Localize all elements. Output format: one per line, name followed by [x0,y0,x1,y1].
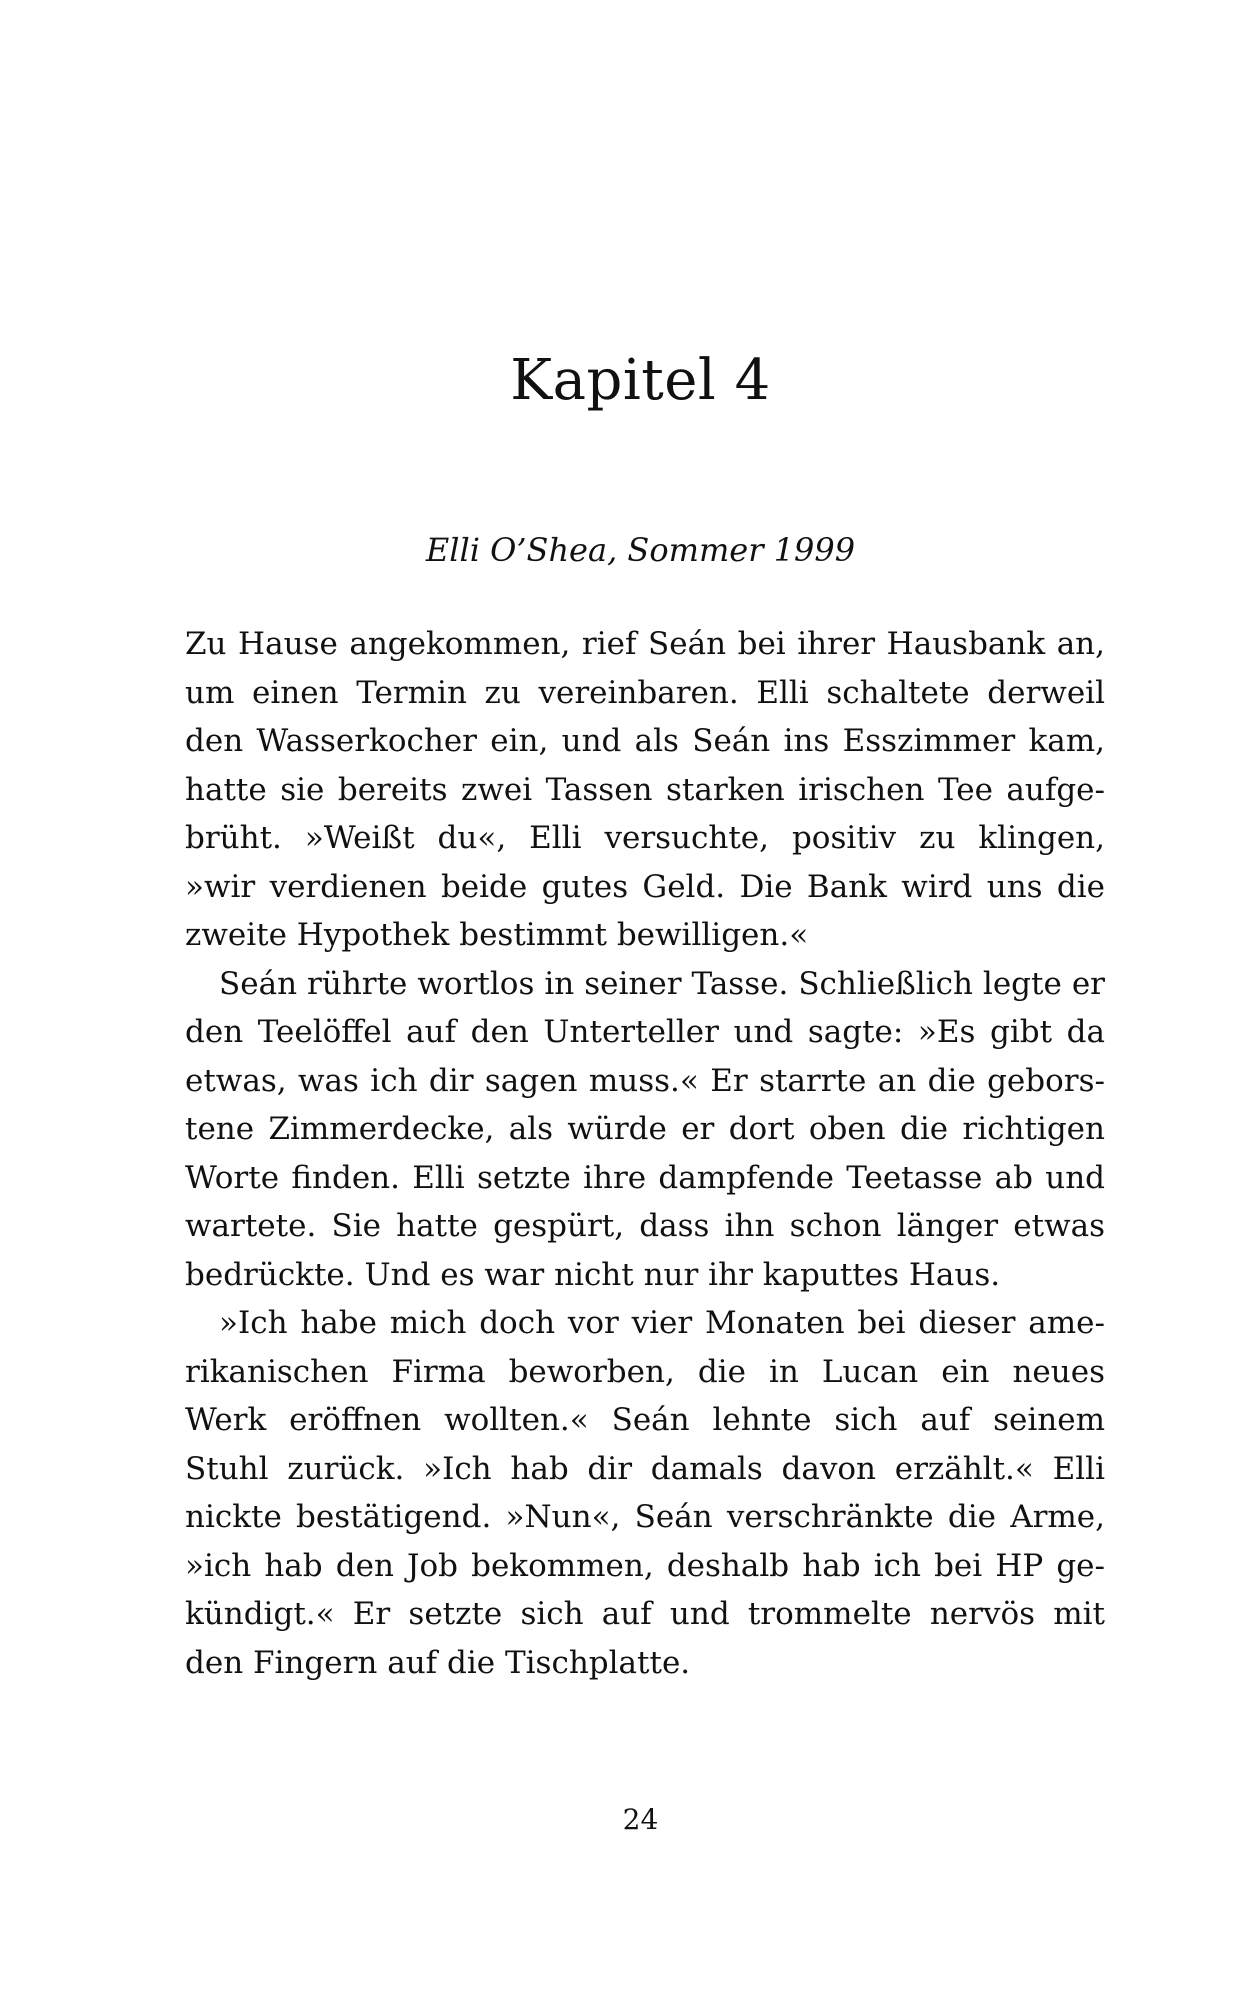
text-line: »Ich habe mich doch vor vier Monaten bei dieser ame- [219,1305,1105,1341]
text-line: kündigt.« Er setzte sich auf und trommelte nervös mit [185,1596,1105,1632]
text-line: brüht. »Weißt du«, Elli versuchte, positiv zu klingen, [185,820,1105,856]
paragraph [185,960,1105,1300]
paragraph [185,1299,1105,1687]
text-line: den Wasserkocher ein, und als Seán ins Esszimmer kam, [185,723,1105,759]
text-line: wartete. Sie hatte gespürt, dass ihn schon länger etwas [185,1208,1105,1244]
text-line: »ich hab den Job bekommen, deshalb hab ich bei HP ge- [185,1547,1105,1584]
text-line: rikanischen Firma beworben, die in Lucan ein neues [185,1353,1105,1390]
text-line: nickte bestätigend. »Nun«, Seán verschränkte die Arme, [185,1499,1105,1535]
text-line: hatte sie bereits zwei Tassen starken irischen Tee aufge- [185,771,1105,808]
text-line: etwas, was ich dir sagen muss.« Er starrte an die gebors- [185,1062,1105,1099]
text-line: um einen Termin zu vereinbaren. Elli schaltete derweil [185,674,1105,711]
text-line: Zu Hause angekommen, rief Seán bei ihrer Hausbank an, [185,626,1105,662]
paragraph [185,620,1105,960]
body-text [185,620,1105,1687]
text-line: Stuhl zurück. »Ich hab dir damals davon erzählt.« Elli [185,1450,1105,1487]
chapter-title: Kapitel 4 [510,348,771,413]
text-line: Werk eröffnen wollten.« Seán lehnte sich auf seinem [185,1402,1105,1438]
text-line: bedrückte. Und es war nicht nur ihr kaputtes Haus. [185,1256,1001,1293]
text-line: zweite Hypothek bestimmt bewilligen.« [185,917,809,953]
text-line: den Fingern auf die Tischplatte. [185,1644,691,1681]
text-line: »wir verdienen beide gutes Geld. Die Bank wird uns die [185,868,1105,905]
chapter-subtitle: Elli O’Shea, Sommer 1999 [425,531,856,569]
text-line: den Teelöffel auf den Unterteller und sagte: »Es gibt da [185,1014,1105,1050]
page-number: 24 [622,1803,659,1836]
text-line: Worte finden. Elli setzte ihre dampfende Teetasse ab und [185,1159,1105,1196]
text-line: tene Zimmerdecke, als würde er dort oben die richtigen [185,1111,1105,1147]
text-line: Seán rührte wortlos in seiner Tasse. Schließlich legte er [219,965,1105,1002]
